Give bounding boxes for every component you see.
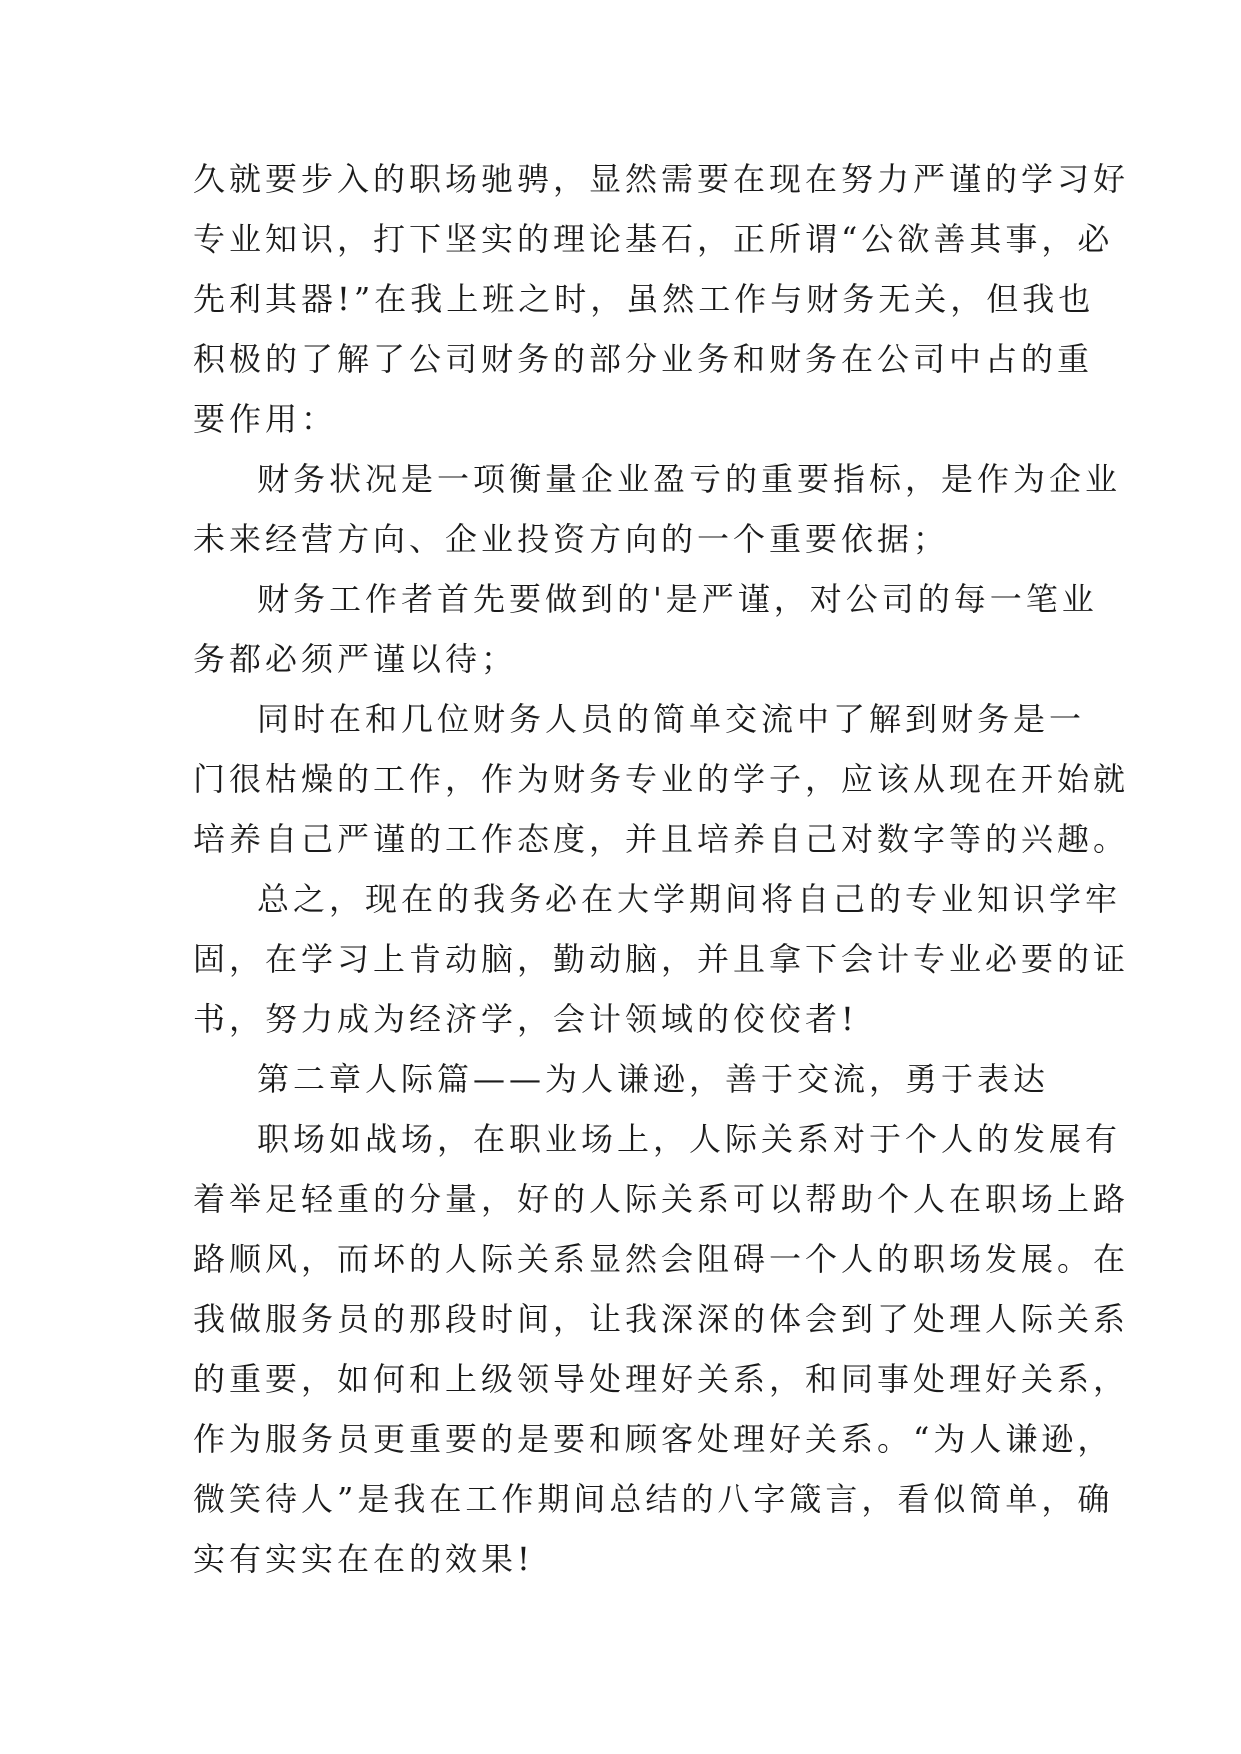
text-line: 要作用： <box>193 400 338 438</box>
text-line: 积极的了解了公司财务的部分业务和财务在公司中占的重 <box>193 340 1094 378</box>
paragraph-start-line: 总之，现在的我务必在大学期间将自己的专业知识学牢 <box>257 880 1122 918</box>
text-line: 书，努力成为经济学，会计领域的佼佼者! <box>193 1000 858 1038</box>
paragraph-start-line: 职场如战场，在职业场上，人际关系对于个人的发展有 <box>257 1120 1122 1158</box>
text-line: 久就要步入的职场驰骋，显然需要在现在努力严谨的学习好 <box>193 160 1130 198</box>
text-line: 我做服务员的那段时间，让我深深的体会到了处理人际关系 <box>193 1300 1130 1338</box>
text-line: 务都必须严谨以待； <box>193 640 518 678</box>
text-line: 微笑待人”是我在工作期间总结的八字箴言，看似简单，确 <box>193 1480 1114 1518</box>
text-line: 路顺风，而坏的人际关系显然会阻碍一个人的职场发展。在 <box>193 1240 1130 1278</box>
text-line: 先利其器!”在我上班之时，虽然工作与财务无关，但我也 <box>193 280 1095 318</box>
text-line: 未来经营方向、企业投资方向的一个重要依据； <box>193 520 950 558</box>
paragraph-start-line: 财务状况是一项衡量企业盈亏的重要指标，是作为企业 <box>257 460 1122 498</box>
text-line: 实有实实在在的效果! <box>193 1540 534 1578</box>
text-line: 着举足轻重的分量，好的人际关系可以帮助个人在职场上路 <box>193 1180 1130 1218</box>
body-text <box>193 149 1130 1589</box>
text-line: 培养自己严谨的工作态度，并且培养自己对数字等的兴趣。 <box>193 820 1130 858</box>
paragraph-start-line: 同时在和几位财务人员的简单交流中了解到财务是一 <box>257 700 1086 738</box>
chapter-heading: 第二章人际篇——为人谦逊，善于交流，勇于表达 <box>257 1060 1050 1098</box>
text-line: 作为服务员更重要的是要和顾客处理好关系。“为人谦逊， <box>193 1420 1114 1458</box>
text-line: 专业知识，打下坚实的理论基石，正所谓“公欲善其事，必 <box>193 220 1114 258</box>
text-line: 门很枯燥的工作，作为财务专业的学子，应该从现在开始就 <box>193 760 1130 798</box>
text-line: 的重要，如何和上级领导处理好关系，和同事处理好关系， <box>193 1360 1130 1398</box>
text-line: 固，在学习上肯动脑，勤动脑，并且拿下会计专业必要的证 <box>193 940 1130 978</box>
paragraph-start-line: 财务工作者首先要做到的'是严谨，对公司的每一笔业 <box>257 580 1098 618</box>
